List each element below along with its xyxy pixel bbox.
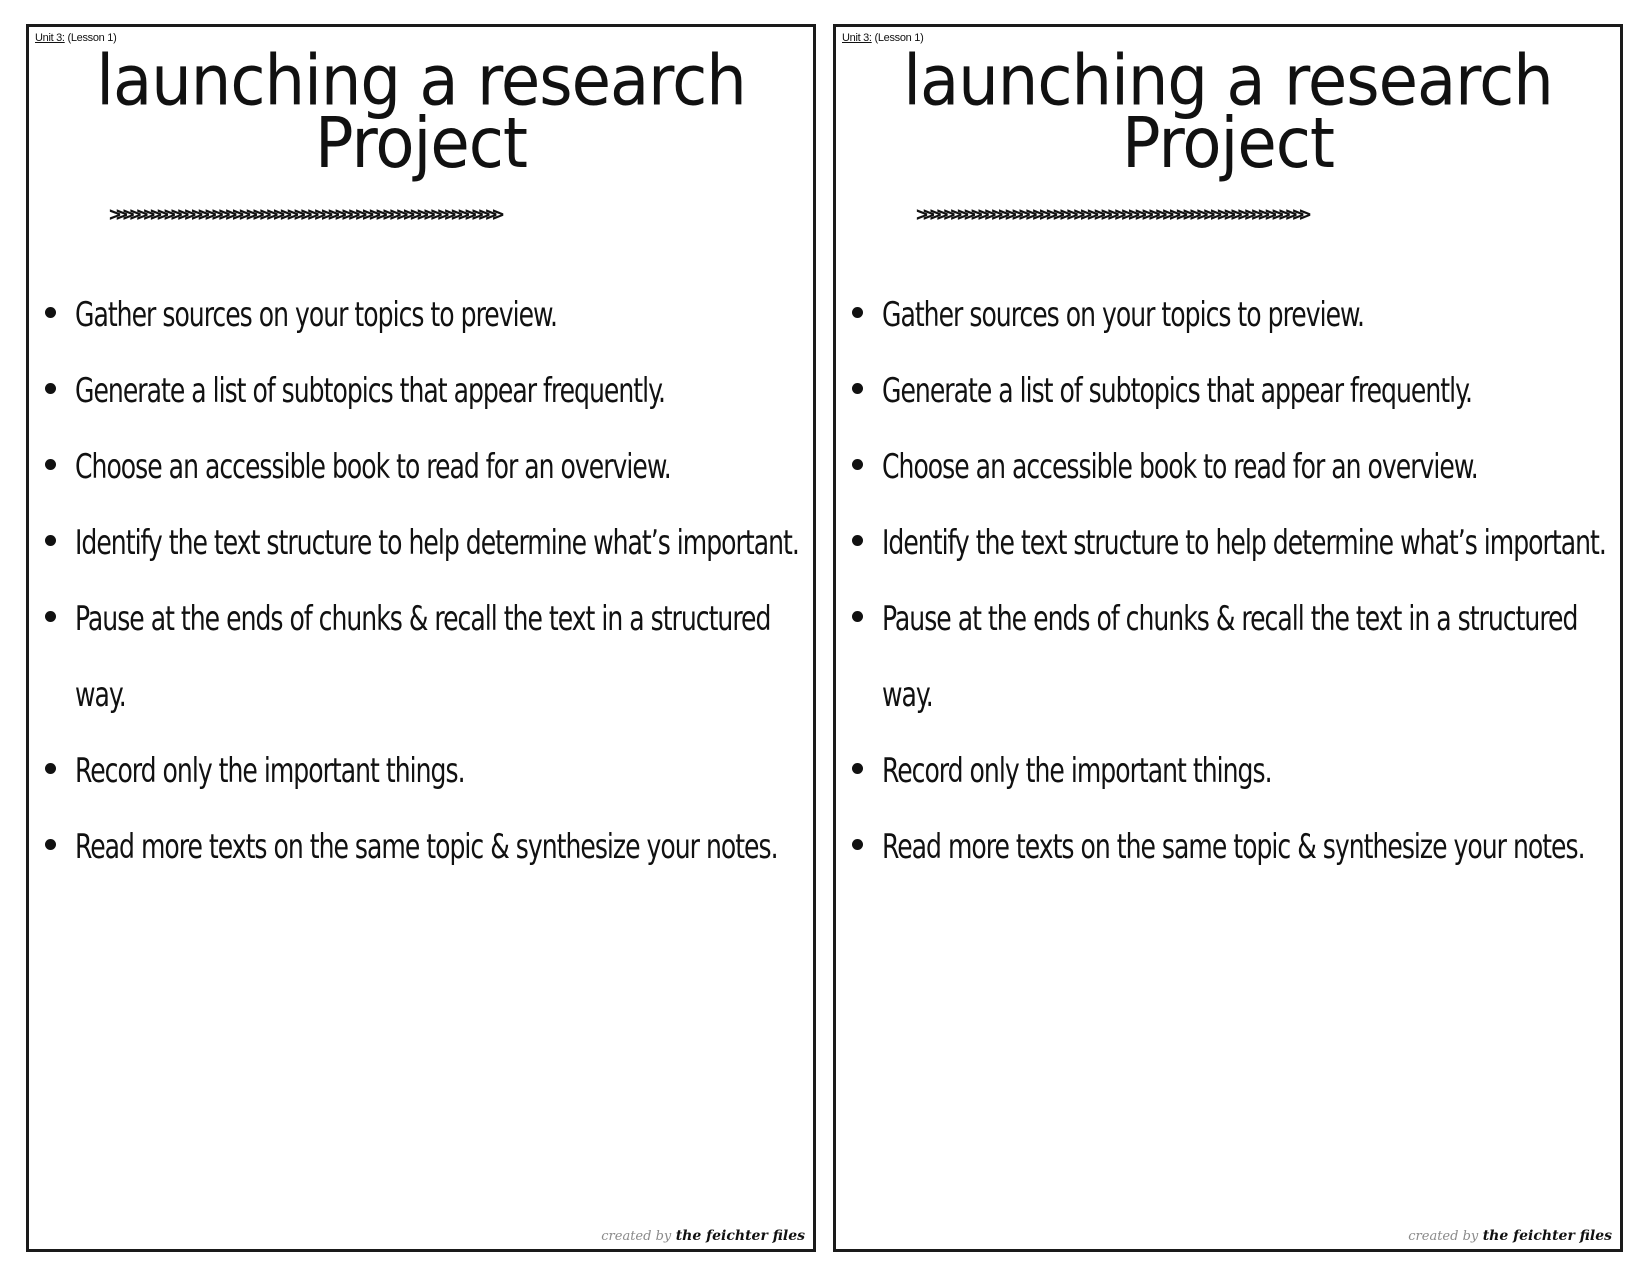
handout-card-left bbox=[26, 24, 816, 1252]
list-item: Generate a list of subtopics that appear frequently. bbox=[43, 353, 803, 429]
bullet-icon bbox=[45, 459, 56, 470]
list-item: Identify the text structure to help determine what’s important. bbox=[850, 505, 1610, 581]
unit-label: Unit 3: bbox=[35, 32, 65, 44]
list-item: Read more texts on the same topic & synthesize your notes. bbox=[850, 809, 1610, 885]
title-line-2: Project bbox=[315, 104, 527, 185]
list-item: Gather sources on your topics to preview. bbox=[43, 277, 803, 353]
list-item: Gather sources on your topics to preview. bbox=[850, 277, 1610, 353]
bullet-icon bbox=[852, 459, 863, 470]
credit-prefix: created by bbox=[601, 1229, 672, 1244]
bullet-icon bbox=[45, 763, 56, 774]
arrow-divider: >>>>>>>>>>>>>>>>>>>>>>>>>>>>>>>>>>>>>>>>>>>>>>>>>>>>>>>>> bbox=[109, 203, 499, 225]
bullet-icon bbox=[45, 535, 56, 546]
title-line-2: Project bbox=[1122, 104, 1334, 185]
steps-list bbox=[850, 277, 1610, 885]
bullet-icon bbox=[852, 535, 863, 546]
bullet-icon bbox=[852, 383, 863, 394]
list-item: Generate a list of subtopics that appear frequently. bbox=[850, 353, 1610, 429]
bullet-icon bbox=[852, 839, 863, 850]
list-item: Record only the important things. bbox=[43, 733, 803, 809]
unit-label: Unit 3: bbox=[842, 32, 872, 44]
title-line-1: launching a research bbox=[96, 41, 746, 122]
list-item: Pause at the ends of chunks & recall the text in a structured way. bbox=[850, 581, 1610, 733]
lesson-label: (Lesson 1) bbox=[874, 32, 924, 44]
credit-prefix: created by bbox=[1408, 1229, 1479, 1244]
page-title bbox=[29, 41, 813, 185]
bullet-icon bbox=[45, 383, 56, 394]
bullet-icon bbox=[45, 611, 56, 622]
steps-list bbox=[43, 277, 803, 885]
handout-card-right bbox=[833, 24, 1623, 1252]
list-item: Read more texts on the same topic & synthesize your notes. bbox=[43, 809, 803, 885]
credit-brand: the feichter files bbox=[675, 1228, 805, 1244]
credit-line bbox=[601, 1228, 805, 1244]
credit-line bbox=[1408, 1228, 1612, 1244]
list-item: Record only the important things. bbox=[850, 733, 1610, 809]
bullet-icon bbox=[852, 611, 863, 622]
list-item: Choose an accessible book to read for an overview. bbox=[850, 429, 1610, 505]
bullet-icon bbox=[852, 763, 863, 774]
lesson-label: (Lesson 1) bbox=[67, 32, 117, 44]
credit-brand: the feichter files bbox=[1482, 1228, 1612, 1244]
bullet-icon bbox=[852, 307, 863, 318]
arrow-divider: >>>>>>>>>>>>>>>>>>>>>>>>>>>>>>>>>>>>>>>>>>>>>>>>>>>>>>>>> bbox=[916, 203, 1306, 225]
title-line-1: launching a research bbox=[903, 41, 1553, 122]
list-item: Choose an accessible book to read for an overview. bbox=[43, 429, 803, 505]
bullet-icon bbox=[45, 839, 56, 850]
list-item: Identify the text structure to help determine what’s important. bbox=[43, 505, 803, 581]
bullet-icon bbox=[45, 307, 56, 318]
list-item: Pause at the ends of chunks & recall the text in a structured way. bbox=[43, 581, 803, 733]
page-title bbox=[836, 41, 1620, 185]
